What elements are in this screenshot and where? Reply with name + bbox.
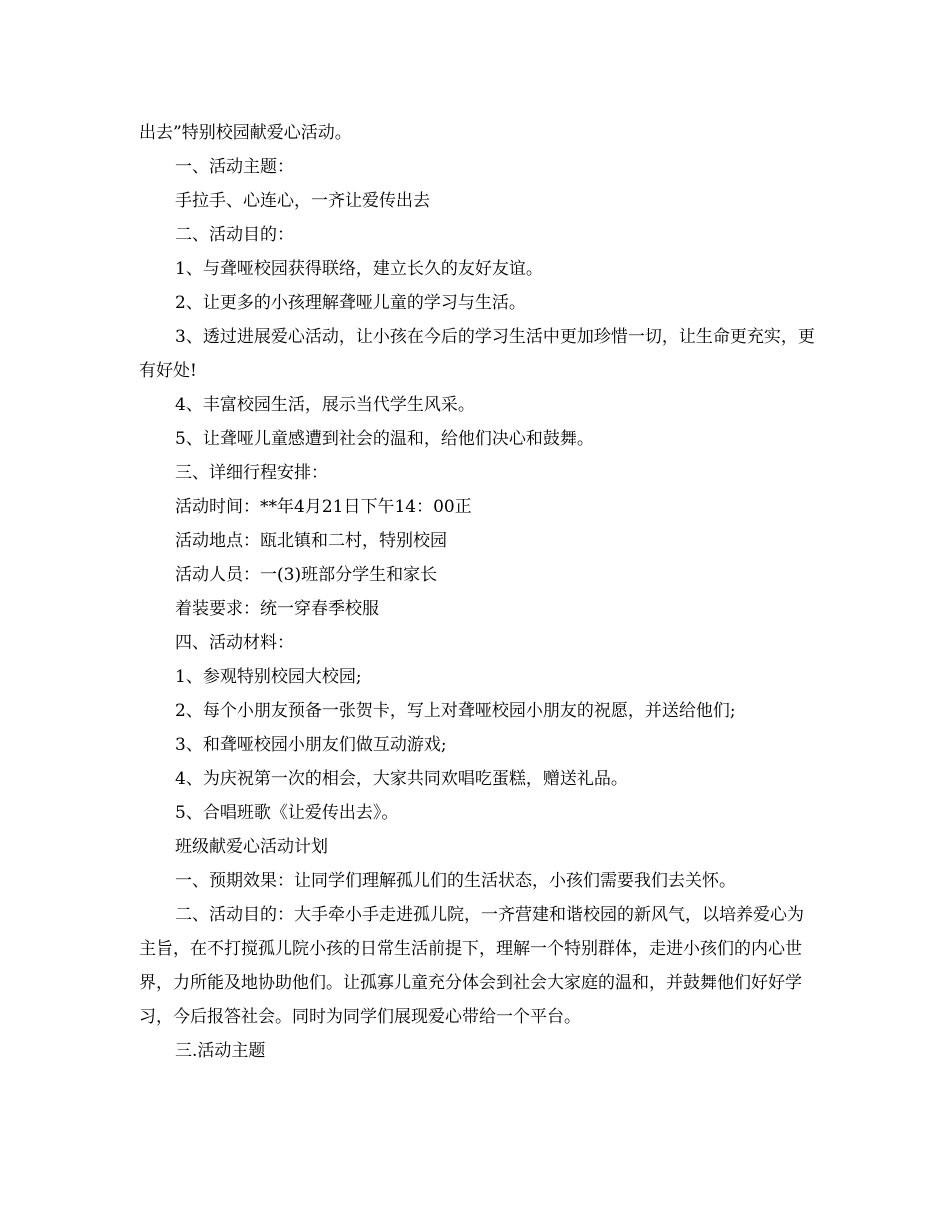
paragraph: 着装要求：统一穿春季校服 <box>175 599 379 619</box>
list-item: 4、丰富校园生活，展示当代学生风采。 <box>175 395 475 415</box>
list-item: 5、合唱班歌《让爱传出去》。 <box>175 803 399 823</box>
paragraph: 一、预期效果：让同学们理解孤儿们的生活状态，小孩们需要我们去关怀。 <box>175 871 736 891</box>
paragraph: 活动时间：**年4月21日下午14：00正 <box>175 497 472 517</box>
paragraph: 活动人员：一(3)班部分学生和家长 <box>175 565 438 585</box>
list-item: 2、让更多的小孩理解聋哑儿童的学习与生活。 <box>175 293 526 313</box>
heading-activity-theme: 一、活动主题： <box>175 157 294 177</box>
paragraph-continuation: 出去”特别校园献爱心活动。 <box>139 123 352 143</box>
list-item: 1、参观特别校园大校园; <box>175 667 362 687</box>
heading-theme: 三.活动主题 <box>175 1041 266 1061</box>
paragraph: 二、活动目的：大手牵小手走进孤儿院，一齐营建和谐校园的新风气，以培养爱心为主旨，在不打搅孤儿院小孩的日常生活前提下，理解一个特别群体，走进小孩们的内心世界，力所能及地协助他们。让孤寡儿童充分体会到社会大家庭的温和，并鼓舞他们好好学习，今后报答社会。同时为同学们展现爱心带给一个平台。 <box>139 905 804 1027</box>
paragraph: 活动地点：瓯北镇和二村，特别校园 <box>175 531 447 551</box>
section-title: 班级献爱心活动计划 <box>175 837 328 857</box>
list-item: 3、和聋哑校园小朋友们做互动游戏; <box>175 735 447 755</box>
heading-materials: 四、活动材料： <box>175 633 294 653</box>
paragraph: 手拉手、心连心，一齐让爱传出去 <box>175 191 430 211</box>
list-item: 5、让聋哑儿童感遭到社会的温和，给他们决心和鼓舞。 <box>175 429 594 449</box>
list-item: 4、为庆祝第一次的相会，大家共同欢唱吃蛋糕，赠送礼品。 <box>175 769 628 789</box>
heading-schedule: 三、详细行程安排： <box>175 463 328 483</box>
heading-activity-purpose: 二、活动目的： <box>175 225 294 245</box>
list-item: 1、与聋哑校园获得联络，建立长久的友好友谊。 <box>175 259 543 279</box>
list-item: 2、每个小朋友预备一张贺卡，写上对聋哑校园小朋友的祝愿，并送给他们; <box>175 701 736 721</box>
document-body <box>139 116 819 1068</box>
list-item: 3、透过进展爱心活动，让小孩在今后的学习生活中更加珍惜一切，让生命更充实，更有好处! <box>139 327 815 381</box>
